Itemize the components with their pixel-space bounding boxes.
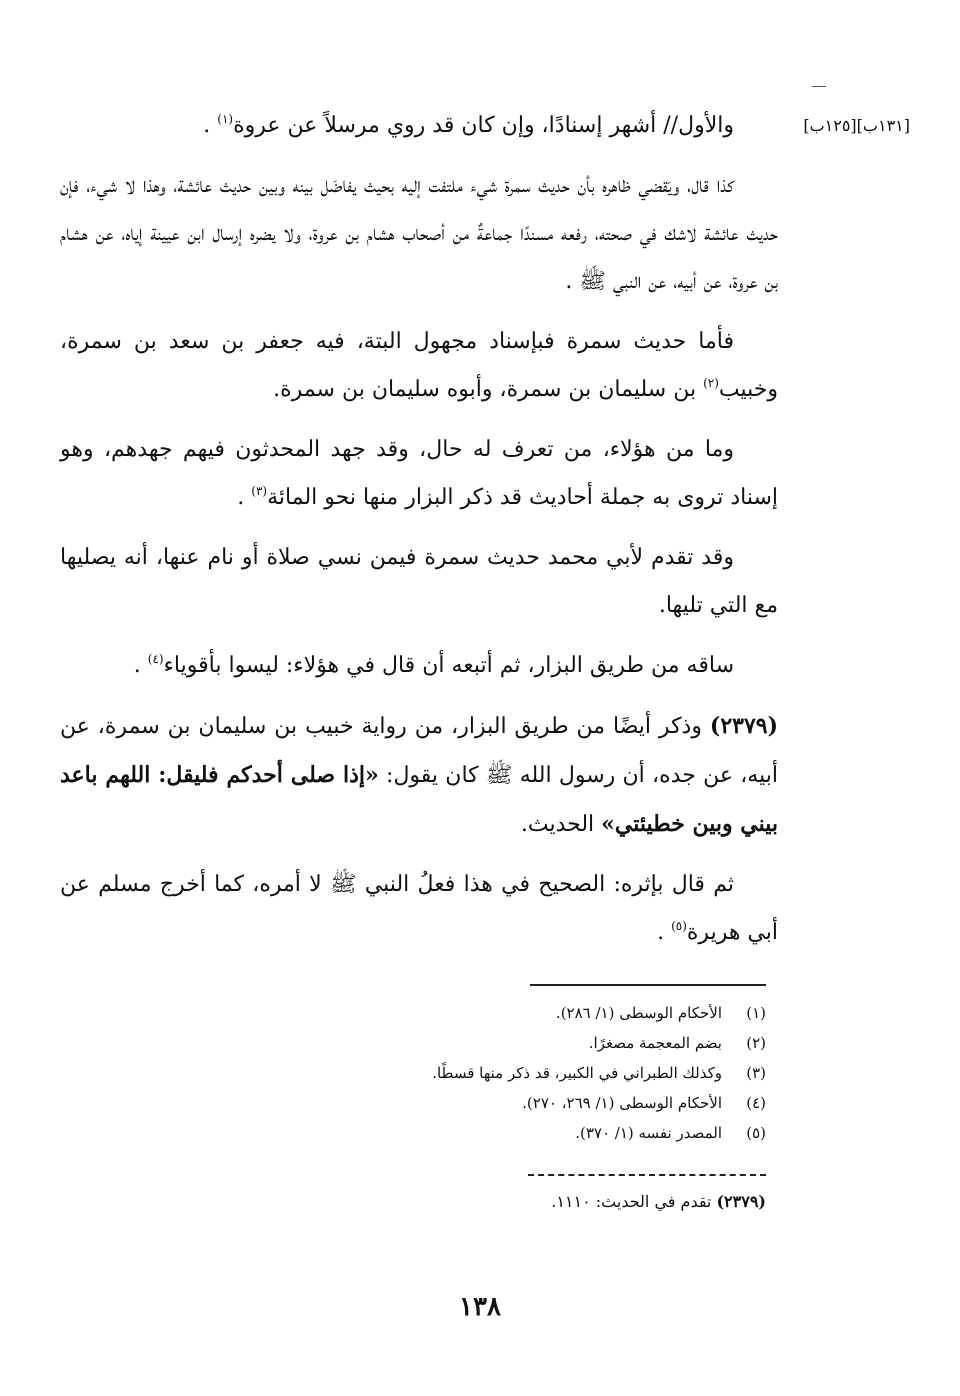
footnote-3 xyxy=(330,1058,766,1088)
footnote-ref-5[interactable]: (٥) xyxy=(671,919,687,933)
header-dash xyxy=(812,86,826,87)
hadith-2379 xyxy=(60,702,778,849)
cross-reference-text: تقدم في الحديث: ١١١٠. xyxy=(551,1192,717,1211)
paragraph-3 xyxy=(60,318,778,414)
footnote-ref-4[interactable]: (٤) xyxy=(147,652,164,666)
page-number: ١٣٨ xyxy=(459,1292,501,1322)
footnote-number: (٤) xyxy=(746,1094,766,1112)
paragraph-text: ساقه من طريق البزار، ثم أتبعه أن قال في هؤلاء: ليسوا بأقوياء xyxy=(163,653,734,678)
footnotes-list xyxy=(330,998,766,1148)
footnote-2 xyxy=(330,1028,766,1058)
footnote-text: المصدر نفسه (١/ ٣٧٠). xyxy=(575,1124,722,1142)
paragraph-text-end: . xyxy=(657,920,672,945)
paragraph-text: وما من هؤلاء، من تعرف له حال، وقد جهد المحدثون فيهم جهدهم، وهو إسناد تروى به جملة أحاديث قد ذكر البزار منها نحو المائة xyxy=(60,437,778,510)
paragraph-text: وقد تقدم لأبي محمد حديث سمرة فيمن نسي صلاة أو نام عنها، أنه يصليها مع التي تليها. xyxy=(60,545,778,618)
footnote-5 xyxy=(330,1118,766,1148)
cross-reference-number: (٢٣٧٩) xyxy=(716,1192,766,1211)
paragraph-text: وذكر أيضًا من طريق البزار، من رواية خبيب بن سليمان بن سمرة، عن أبيه، عن جده، أن رسول الله ﷺ كان يقول: xyxy=(60,714,778,788)
footnote-number: (٢) xyxy=(746,1034,766,1052)
footnote-number: (١) xyxy=(746,1004,766,1022)
hadith-number: (٢٣٧٩) xyxy=(709,713,778,739)
footnote-separator xyxy=(530,984,766,986)
footnote-ref-3[interactable]: (٣) xyxy=(251,484,268,498)
paragraph-text: كذا قال، ويَقضي ظاهره بأن حديث سمرة شيء ملتفت إليه بحيث يفاضَل بينه وبين حديث عائشة، وهذا لا شيء، فإن حديث عائشة لاشك في صحته، رفعه مسندًا جماعةٌ من أصحاب هشام بن عروة، ولا يضره إرسال ابن عيينة إياه، عن هشام بن عروة، عن أبيه، عن النبي ﷺ . xyxy=(60,173,778,294)
paragraph-text-end: الحديث. xyxy=(520,812,602,837)
footnote-number: (٥) xyxy=(746,1124,766,1142)
hadith-quote: «إذا صلى أحدكم فليقل: اللهم باعد بيني وبين خطيئتي» xyxy=(60,762,778,837)
paragraph-1 xyxy=(60,102,778,150)
paragraph-2 xyxy=(60,162,778,306)
paragraph-text-end: . xyxy=(237,485,252,510)
paragraph-text: والأول// أشهر إسنادًا، وإن كان قد روي مرسلاً عن عروة xyxy=(233,113,734,138)
paragraph-4 xyxy=(60,426,778,522)
footnote-number: (٣) xyxy=(746,1064,766,1082)
footnote-text: الأحكام الوسطى (١/ ٢٦٩، ٢٧٠). xyxy=(522,1094,722,1112)
cross-reference-note xyxy=(300,1186,766,1218)
footnote-text: وكذلك الطبراني في الكبير، قد ذكر منها قسطًا. xyxy=(432,1064,722,1082)
paragraph-text-end: . xyxy=(203,113,218,138)
footnote-ref-2[interactable]: (٢) xyxy=(703,376,719,390)
paragraph-8 xyxy=(60,861,778,957)
footnote-text: الأحكام الوسطى (١/ ٢٨٦). xyxy=(555,1004,722,1022)
paragraph-text: فأما حديث سمرة فبإسناد مجهول البتة، فيه جعفر بن سعد بن سمرة، وخبيب xyxy=(60,329,778,402)
paragraph-6 xyxy=(60,642,778,690)
paragraph-5 xyxy=(60,534,778,630)
main-text xyxy=(60,102,778,957)
footnote-ref-1[interactable]: (١) xyxy=(217,112,234,126)
marginal-manuscript-reference: [١٣١ب][١٢٥ب] xyxy=(803,116,910,135)
paragraph-text-end: . xyxy=(133,653,148,678)
paragraph-text-end: بن سليمان بن سمرة، وأبوه سليمان بن سمرة. xyxy=(273,377,704,402)
footnote-4 xyxy=(330,1088,766,1118)
footnote-text: بضم المعجمة مصغرًا. xyxy=(588,1034,722,1052)
dashed-separator xyxy=(528,1174,766,1176)
footnote-1 xyxy=(330,998,766,1028)
paragraph-text: ثم قال بإثره: الصحيح في هذا فعلُ النبي ﷺ لا أمره، كما أخرج مسلم عن أبي هريرة xyxy=(60,872,778,945)
